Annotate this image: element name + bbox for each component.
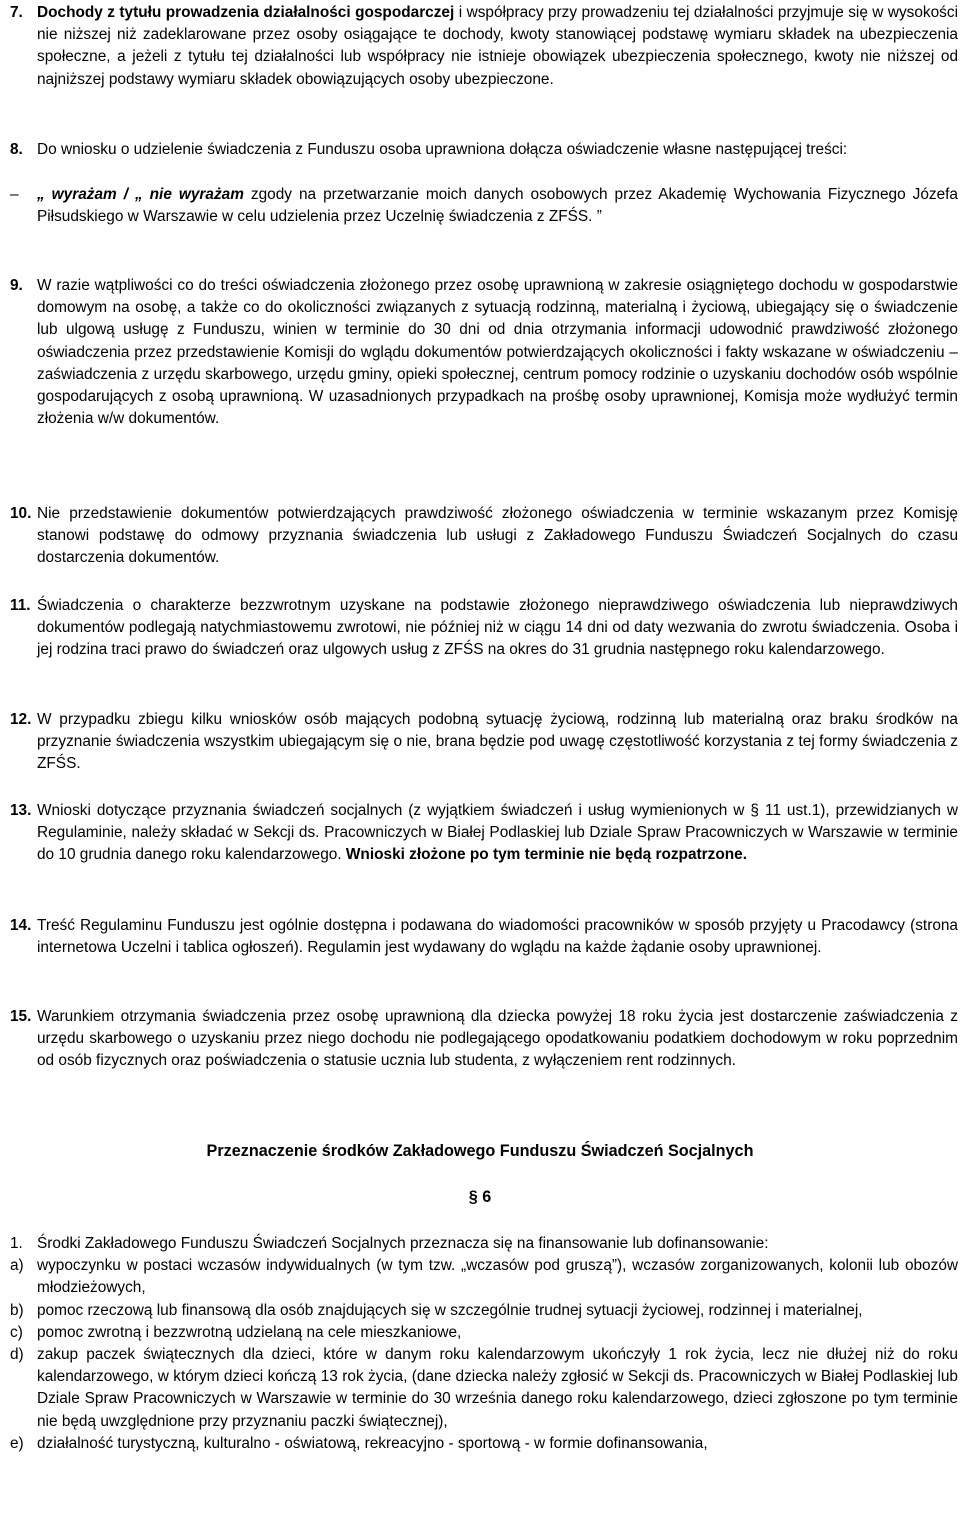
paragraph-text: Nie przedstawienie dokumentów potwierdzających prawdziwość złożonego oświadczenia w terminie wskazanym przez Komisję stanowi podstawę do odmowy przyznania świadczenia lub usługi z Zakładowego Funduszu Świadczeń Socjalnych do czasu dostarczenia dokumentów.	[37, 505, 958, 567]
list-item	[10, 1433, 958, 1455]
list-item	[10, 1344, 958, 1433]
paragraph-number: 12.	[10, 711, 32, 728]
paragraph-number: 14.	[10, 917, 32, 934]
paragraph-number: 11.	[10, 597, 31, 614]
paragraph-text: Wnioski dotyczące przyznania świadczeń socjalnych (z wyjątkiem świadczeń i usług wymienionych w § 11 ust.1), przewidzianych w Regulaminie, należy składać w Sekcji ds. Pracowniczych w Białej Podlaskiej lub Dziale Spraw Pracowniczych w Warszawie w terminie do 10 grudnia danego roku kalendarzowego.	[37, 802, 958, 864]
paragraph-10	[10, 503, 958, 570]
paragraph-lead: Dochody z tytułu prowadzenia działalności gospodarczej	[37, 4, 455, 21]
deadline-warning: Wnioski złożone po tym terminie nie będą rozpatrzone.	[345, 846, 747, 864]
paragraph-number: 10.	[10, 505, 32, 522]
list-item-text: zakup paczek świątecznych dla dzieci, które w danym roku kalendarzowym ukończyły 1 rok życia, lecz nie dłużej niż do roku kalendarzowego, w którym dzieci kończą 13 rok życia, (dane dziecka należy zgłosić w Sekcji ds. Pracowniczych w Białej Podlaskiej lub Dziale Spraw Pracowniczych w Warszawie w terminie do 30 września danego roku kalendarzowego, dzieci zgłoszone po tym terminie nie będą uwzględnione przy przyznaniu paczki świątecznej),	[37, 1346, 958, 1430]
list-item-text: wypoczynku w postaci wczasów indywidualnych (w tym tzw. „wczasów pod gruszą”), wczasów zorganizowanych, kolonii lub obozów młodzieżowych,	[37, 1257, 958, 1297]
paragraph-7	[10, 2, 958, 91]
list-item-text: pomoc zwrotną i bezzwrotną udzielaną na cele mieszkaniowe,	[37, 1323, 462, 1341]
section-number: § 6	[468, 1188, 492, 1206]
paragraph-number: 15.	[10, 1008, 32, 1025]
list-intro-text: Środki Zakładowego Funduszu Świadczeń Socjalnych przeznacza się na finansowanie lub dofinansowanie:	[37, 1235, 769, 1252]
paragraph-number: 7.	[10, 4, 23, 21]
paragraph-number: 13.	[10, 802, 32, 819]
list-intro	[10, 1233, 958, 1255]
section-heading: Przeznaczenie środków Zakładowego Funduszu Świadczeń Socjalnych	[206, 1142, 754, 1160]
list-item-label: d)	[10, 1346, 24, 1364]
paragraph-body	[37, 2, 958, 91]
list-item-label: c)	[10, 1323, 23, 1341]
paragraph-number: 8.	[10, 141, 23, 158]
paragraph-text: i współpracy przy prowadzeniu tej działalności przyjmuje się w wysokości nie niższej niż zadeklarowane przez osoby osiągające te dochody, kwoty stanowiącej podstawę wymiaru składek na ubezpieczenia społeczne, a jeżeli z tytułu tej działalności lub współpracy nie istnieje obowiązek ubezpieczenia społecznego, kwoty nie niższej od najniższej podstawy wymiaru składek obowiązujących osoby ubezpieczone.	[37, 4, 958, 88]
paragraph-14	[10, 915, 958, 959]
paragraph-15	[10, 1006, 958, 1073]
paragraph-text: Do wniosku o udzielenie świadczenia z Funduszu osoba uprawniona dołącza oświadczenie własne następującej treści:	[37, 141, 848, 158]
list-item	[10, 1300, 958, 1322]
paragraph-text: W razie wątpliwości co do treści oświadczenia złożonego przez osobę uprawnioną w zakresie osiągniętego dochodu w gospodarstwie domowym na osobę, a także co do okoliczności związanych z sytuacją rodzinną, materialną i życiową, ubiegający się o świadczenie lub ulgową usługę z Funduszu, winien w terminie do 30 dni od dnia otrzymania informacji udowodnić prawdziwość złożonego oświadczenia przez przedstawienie Komisji do wglądu dokumentów potwierdzających okoliczności i fakty wskazane w oświadczeniu – zaświadczenia z urzędu skarbowego, urzędu gminy, opieki społecznej, centrum pomocy rodzinie o uzyskaniu dochodów osób wspólnie gospodarujących z osobą uprawnioną. W uzasadnionych przypadkach na prośbę osoby uprawnionej, Komisja może wydłużyć termin złożenia w/w dokumentów.	[37, 277, 958, 428]
paragraph-12	[10, 709, 958, 776]
paragraph-number: 9.	[10, 277, 23, 294]
list-item-label: a)	[10, 1257, 24, 1275]
list-item	[10, 1322, 958, 1344]
paragraph-text: Świadczenia o charakterze bezzwrotnym uzyskane na podstawie złożonego nieprawdziwego oświadczenia lub nieprawdziwych dokumentów podlegają natychmiastowemu zwrotowi, nie później niż w ciągu 14 dni od daty wezwania do zwrotu świadczenia. Osoba i jej rodzina traci prawo do świadczeń oraz ulgowych usług z ZFŚS na okres do 31 grudnia następnego roku kalendarzowego.	[37, 597, 958, 659]
list-item-label: e)	[10, 1434, 24, 1452]
list-item	[10, 1255, 958, 1299]
paragraph-11	[10, 595, 958, 662]
dash-marker: –	[10, 186, 19, 203]
list-item-text: działalność turystyczną, kulturalno - oświatową, rekreacyjno - sportową - w formie dofinansowania,	[37, 1434, 708, 1452]
consent-text: zgody na przetwarzanie moich danych osobowych przez Akademię Wychowania Fizycznego Józefa Piłsudskiego w Warszawie w celu udzielenia przez Uczelnię świadczenia z ZFŚS. ”	[37, 186, 958, 226]
paragraph-body	[37, 800, 958, 867]
consent-options: „ wyrażam / „ nie wyrażam	[37, 186, 244, 203]
paragraph-text: Treść Regulaminu Funduszu jest ogólnie dostępna i podawana do wiadomości pracowników w sposób przyjęty u Pracodawcy (strona internetowa Uczelni i tablica ogłoszeń). Regulamin jest wydawany do wglądu na każde żądanie osoby uprawnionej.	[37, 917, 958, 957]
consent-body	[37, 184, 958, 228]
paragraph-text: Warunkiem otrzymania świadczenia przez osobę uprawnioną dla dziecka powyżej 18 roku życia jest dostarczenie zaświadczenia z urzędu skarbowego o uzyskaniu przez niego dochodu nie podlegającego opodatkowaniu podatkiem dochodowym w roku poprzednim od osób fizycznych oraz poświadczenia o statusie ucznia lub studenta, z wyłączeniem rent rodzinnych.	[37, 1008, 958, 1070]
paragraph-9	[10, 275, 958, 430]
list-item-label: b)	[10, 1301, 24, 1319]
paragraph-8	[10, 139, 958, 161]
list-number: 1.	[10, 1235, 23, 1252]
consent-statement	[10, 184, 958, 228]
allocation-list	[10, 1233, 958, 1455]
paragraph-text: W przypadku zbiegu kilku wniosków osób mających podobną sytuację życiową, rodzinną lub materialną oraz braku środków na przyznanie świadczenia wszystkim ubiegającym się o nie, brana będzie pod uwagę częstotliwość korzystania z tej formy świadczenia z ZFŚS.	[37, 711, 958, 773]
paragraph-13	[10, 800, 958, 867]
list-item-text: pomoc rzeczową lub finansową dla osób znajdujących się w szczególnie trudnej sytuacji życiowej, rodzinnej i materialnej,	[37, 1301, 863, 1319]
